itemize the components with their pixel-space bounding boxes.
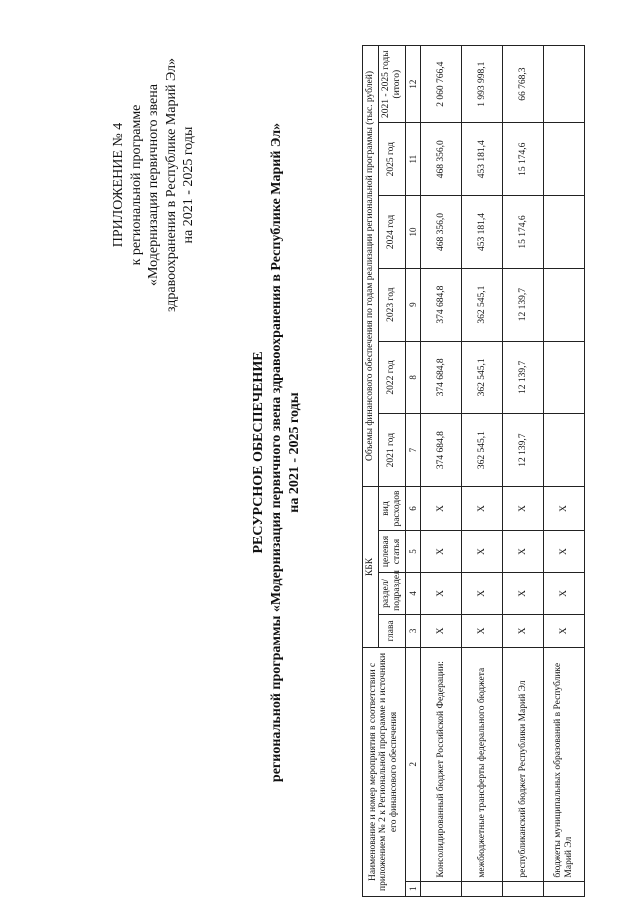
kbk-cell: Х [503, 572, 544, 614]
value-cell: 362 545,1 [462, 268, 503, 341]
header-volumes: Объемы финансового обеспечения по годам реализации региональной программы (тыс. рублей) [363, 46, 379, 487]
total-cell: 66 768,3 [503, 46, 544, 123]
value-cell: 12 139,7 [503, 341, 544, 414]
kbk-cell: Х [462, 487, 503, 531]
appendix-period: на 2021 - 2025 годы [181, 126, 196, 244]
col-number: 9 [405, 268, 420, 341]
header-kbk-target: целевая статья [378, 531, 405, 573]
appendix-ref-line: к региональной программе [128, 104, 144, 266]
appendix-number: ПРИЛОЖЕНИЕ № 4 [111, 122, 126, 248]
col-number: 11 [405, 123, 420, 196]
header-year-2024: 2024 год [378, 196, 405, 269]
col-number: 2 [405, 647, 420, 881]
value-cell: 362 545,1 [462, 414, 503, 487]
value-cell: 362 545,1 [462, 341, 503, 414]
header-kbk-expense-type: вид расходов [378, 487, 405, 531]
table-row [421, 46, 462, 897]
table-row [544, 46, 585, 897]
kbk-cell: Х [421, 572, 462, 614]
kbk-cell: Х [421, 531, 462, 573]
kbk-cell: Х [462, 531, 503, 573]
kbk-cell: Х [421, 614, 462, 647]
kbk-cell: Х [544, 614, 585, 647]
col-number: 7 [405, 414, 420, 487]
col-number: 8 [405, 341, 420, 414]
kbk-cell: Х [503, 487, 544, 531]
value-cell: 374 684,8 [421, 414, 462, 487]
header-kbk-section: раздел/ подраздел [378, 572, 405, 614]
appendix-program-name-cont: здравоохранения в Республике Марий Эл» [163, 57, 179, 313]
resource-table-container [362, 45, 637, 897]
resource-table [362, 45, 585, 897]
appendix-program-name: «Модернизация первичного звена [146, 84, 161, 286]
value-cell: 453 181,4 [462, 123, 503, 196]
value-cell: 468 356,0 [421, 123, 462, 196]
row-name: республиканский бюджет Республики Марий Эл [503, 647, 544, 881]
kbk-cell: Х [544, 487, 585, 531]
header-year-2025: 2025 год [378, 123, 405, 196]
appendix-heading [110, 40, 198, 330]
row-name: бюджеты муниципальных образований в Республике Марий Эл [544, 647, 585, 881]
value-cell [544, 196, 585, 269]
table-row [462, 46, 503, 897]
col-number: 1 [405, 881, 420, 896]
value-cell [544, 414, 585, 487]
kbk-cell: Х [544, 531, 585, 573]
total-cell: 2 060 766,4 [421, 46, 462, 123]
row-name: межбюджетные трансферты федерального бюджета [462, 647, 503, 881]
value-cell: 15 174,6 [503, 123, 544, 196]
header-name: Наименование и номер мероприятия в соответствии с приложением № 2 к Региональной программе и источники его финансового обеспечения [363, 647, 406, 896]
header-row-1 [363, 46, 379, 897]
value-cell [544, 341, 585, 414]
title-program: региональной программы «Модернизация первичного звена здравоохранения в Республике Марий Эл» [269, 122, 285, 783]
value-cell [544, 123, 585, 196]
value-cell: 453 181,4 [462, 196, 503, 269]
kbk-cell: Х [544, 572, 585, 614]
kbk-cell: Х [503, 531, 544, 573]
column-number-row [405, 46, 420, 897]
value-cell: 15 174,6 [503, 196, 544, 269]
header-year-2022: 2022 год [378, 341, 405, 414]
header-total: 2021 - 2025 годы (итого) [378, 46, 405, 123]
col-number: 4 [405, 572, 420, 614]
header-kbk-chapter: глава [378, 614, 405, 647]
col-number: 3 [405, 614, 420, 647]
row-name: Консолидированный бюджет Российской Федерации: [421, 647, 462, 881]
table-row [503, 46, 544, 897]
kbk-cell: Х [462, 572, 503, 614]
col-number: 12 [405, 46, 420, 123]
value-cell: 374 684,8 [421, 268, 462, 341]
kbk-cell: Х [503, 614, 544, 647]
col-number: 6 [405, 487, 420, 531]
value-cell: 12 139,7 [503, 414, 544, 487]
value-cell: 12 139,7 [503, 268, 544, 341]
document-title [250, 0, 305, 905]
title-period: на 2021 - 2025 годы [287, 392, 303, 513]
value-cell: 468 356,0 [421, 196, 462, 269]
title-main: РЕСУРСНОЕ ОБЕСПЕЧЕНИЕ [251, 351, 266, 554]
total-cell [544, 46, 585, 123]
total-cell: 1 993 998,1 [462, 46, 503, 123]
kbk-cell: Х [462, 614, 503, 647]
header-kbk: КБК [363, 487, 379, 648]
header-year-2021: 2021 год [378, 414, 405, 487]
col-number: 10 [405, 196, 420, 269]
value-cell [544, 268, 585, 341]
header-year-2023: 2023 год [378, 268, 405, 341]
col-number: 5 [405, 531, 420, 573]
value-cell: 374 684,8 [421, 341, 462, 414]
kbk-cell: Х [421, 487, 462, 531]
